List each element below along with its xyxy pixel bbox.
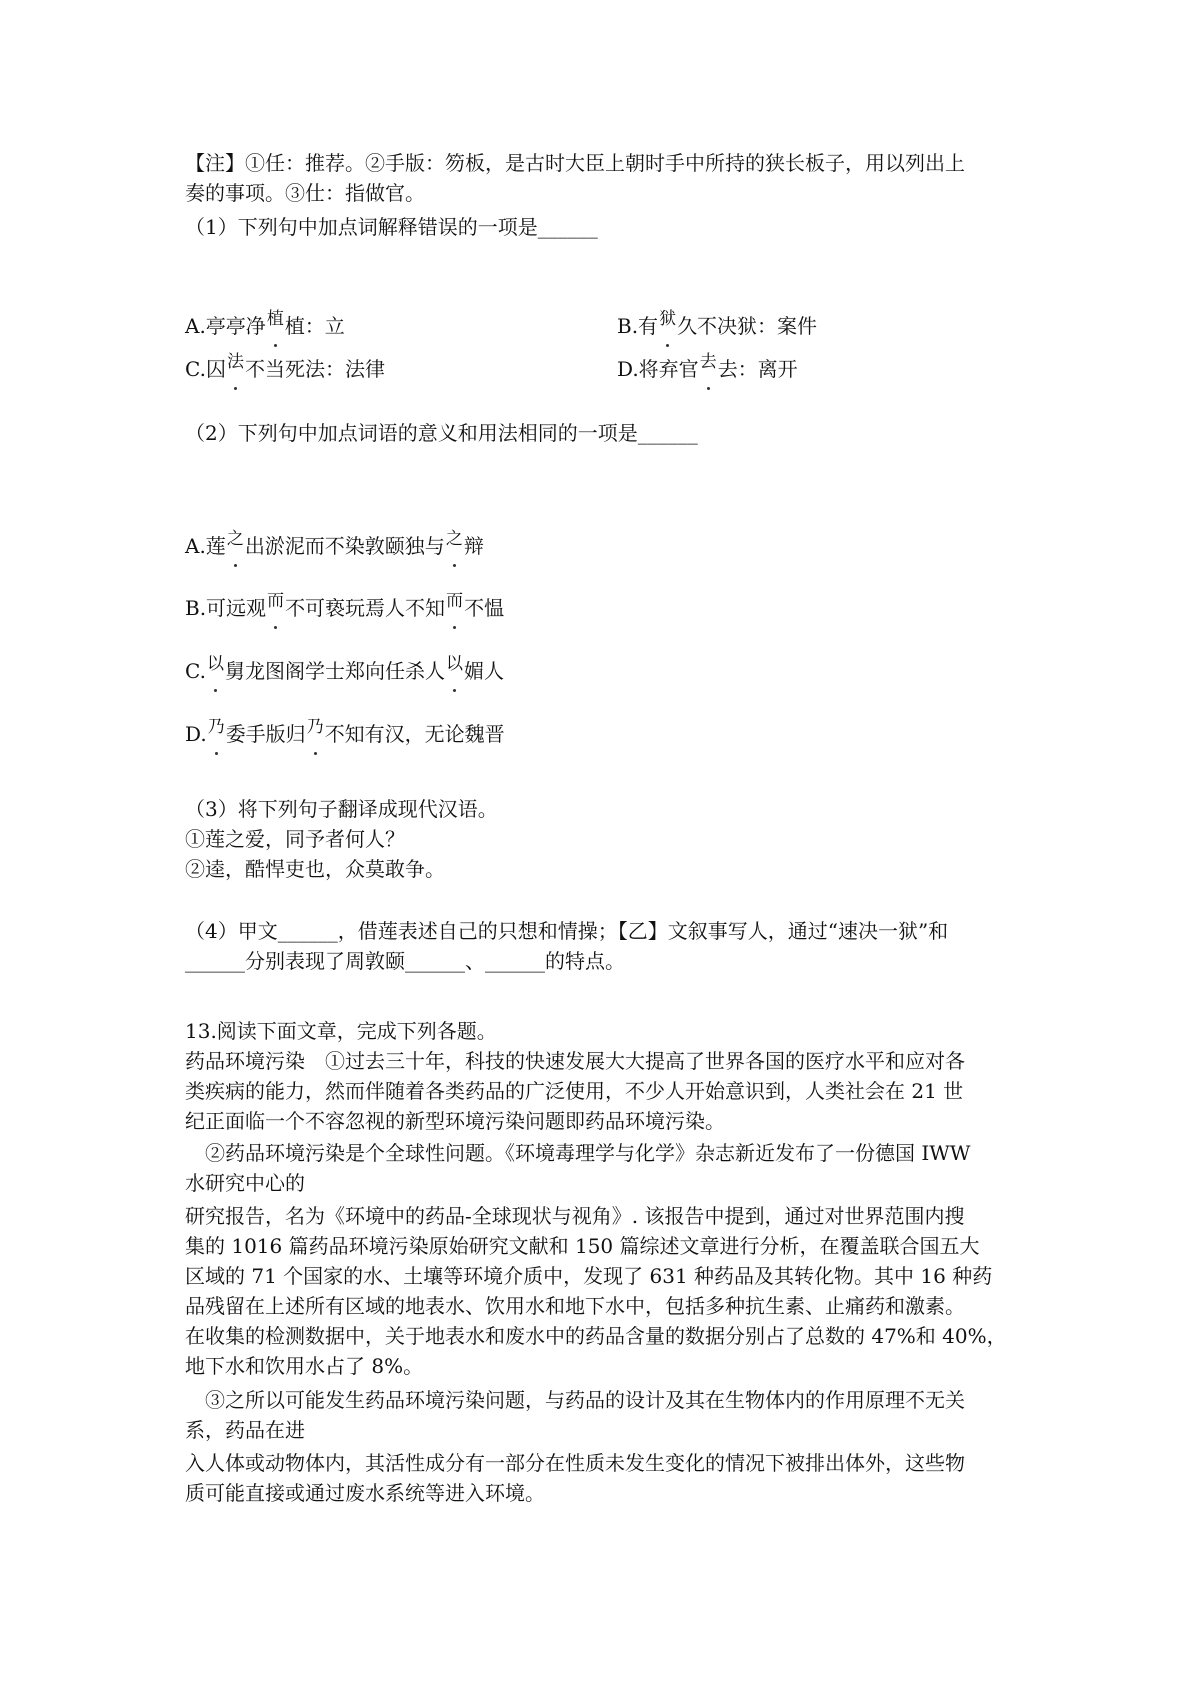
passage-line: 品残留在上述所有区域的地表水、饮用水和地下水中，包括多种抗生素、止痛药和激素。: [185, 1294, 965, 1318]
q2-option-a: A.莲之出淤泥而不染敦颐独与之辩: [185, 526, 484, 559]
q2-option-c: C.以舅龙图阁学士郑向任杀人以媚人: [185, 651, 504, 684]
note-line-2: 奏的事项。③仕：指做官。: [185, 181, 425, 205]
dotted-word: 狱: [658, 306, 677, 332]
dotted-word: 乃: [306, 714, 325, 740]
q1-option-a: A.亭亭净植植：立: [185, 306, 345, 339]
passage-line: 纪正面临一个不容忽视的新型环境污染问题即药品环境污染。: [185, 1109, 725, 1133]
dotted-word: 而: [266, 588, 285, 614]
question-2-prompt: （2）下列句中加点词语的意义和用法相同的一项是______: [185, 421, 698, 445]
passage-line: 集的 1016 篇药品环境污染原始研究文献和 150 篇综述文章进行分析，在覆盖联合国五大: [185, 1234, 980, 1258]
passage-line: ②药品环境污染是个全球性问题。《环境毒理学与化学》杂志新近发布了一份德国 IWW: [185, 1141, 971, 1165]
q1-option-b: B.有狱久不决狱：案件: [617, 306, 817, 339]
dotted-word: 去: [699, 349, 718, 375]
dotted-word: 以: [206, 651, 225, 677]
dotted-word: 之: [226, 526, 245, 552]
passage-line: 水研究中心的: [185, 1171, 305, 1195]
dotted-word: 乃: [207, 714, 226, 740]
dotted-word: 以: [445, 651, 464, 677]
passage-line: 研究报告，名为《环境中的药品-全球现状与视角》. 该报告中提到，通过对世界范围内搜: [185, 1204, 965, 1228]
dotted-word: 之: [445, 526, 464, 552]
passage-line: 系，药品在进: [185, 1418, 305, 1442]
passage-line: 类疾病的能力，然而伴随着各类药品的广泛使用，不少人开始意识到，人类社会在 21 世: [185, 1079, 964, 1103]
dotted-word: 而: [445, 588, 464, 614]
passage-line: 在收集的检测数据中，关于地表水和废水中的药品含量的数据分别占了总数的 47%和 40%，: [185, 1324, 1007, 1348]
q3-item-2: ②逵，酷悍吏也，众莫敢争。: [185, 857, 445, 881]
passage-line: 入人体或动物体内，其活性成分有一部分在性质未发生变化的情况下被排出体外，这些物: [185, 1451, 965, 1475]
passage-line: 地下水和饮用水占了 8%。: [185, 1354, 424, 1378]
dotted-word: 植: [266, 306, 285, 332]
q2-option-b: B.可远观而不可亵玩焉人不知而不愠: [185, 588, 504, 621]
note-line-1: 【注】①任：推荐。②手版：笏板，是古时大臣上朝时手中所持的狭长板子，用以列出上: [185, 151, 965, 175]
passage-line: 区域的 71 个国家的水、土壤等环境介质中，发现了 631 种药品及其转化物。其中 16 种药: [185, 1264, 993, 1288]
question-3-prompt: （3）将下列句子翻译成现代汉语。: [185, 797, 498, 821]
question-4-line-1: （4）甲文______，借莲表述自己的只想和情操；【乙】文叙事写人，通过“速决一狱”和: [185, 919, 949, 943]
dotted-word: 法: [226, 349, 245, 375]
q3-item-1: ①莲之爱，同予者何人？: [185, 827, 405, 851]
question-4-line-2: ______分别表现了周敦颐______、______的特点。: [185, 949, 625, 973]
passage-line: 质可能直接或通过废水系统等进入环境。: [185, 1481, 545, 1505]
passage-line: 药品环境污染 ①过去三十年，科技的快速发展大大提高了世界各国的医疗水平和应对各: [185, 1049, 965, 1073]
passage-line: ③之所以可能发生药品环境污染问题，与药品的设计及其在生物体内的作用原理不无关: [185, 1388, 965, 1412]
question-13-heading: 13.阅读下面文章，完成下列各题。: [185, 1019, 497, 1043]
q2-option-d: D.乃委手版归乃不知有汉，无论魏晋: [185, 714, 505, 747]
q1-option-d: D.将弃官去去：离开: [617, 349, 798, 382]
q1-option-c: C.囚法不当死法：法律: [185, 349, 385, 382]
question-1-prompt: （1）下列句中加点词解释错误的一项是______: [185, 215, 598, 239]
